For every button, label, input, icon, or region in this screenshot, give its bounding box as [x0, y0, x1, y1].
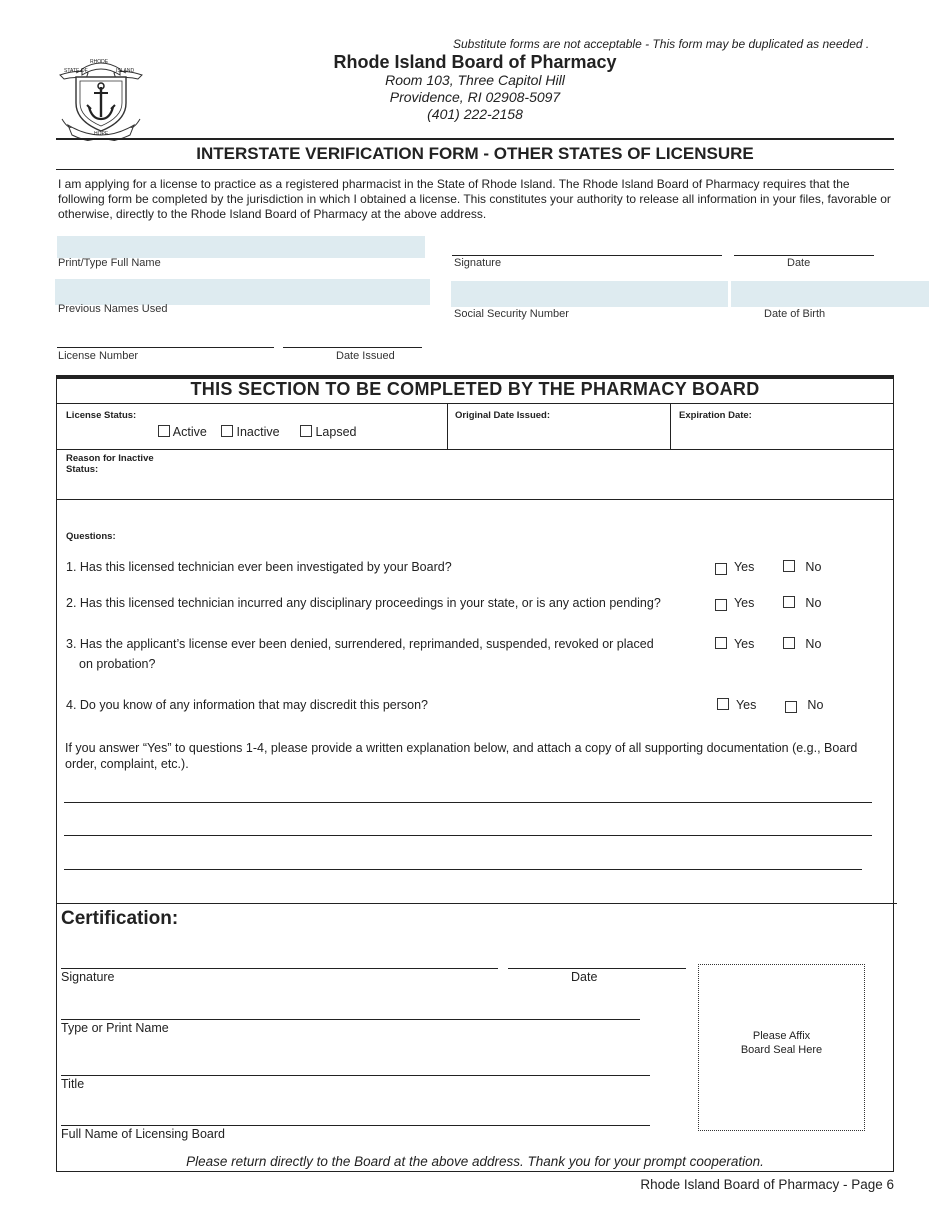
status-inactive-label: Inactive	[236, 425, 280, 439]
status-inactive-option[interactable]	[221, 425, 280, 439]
header-address-block	[300, 52, 650, 123]
reason-row-rule	[57, 499, 893, 500]
question-2: 2. Has this licensed technician incurred any disciplinary proceedings in your state, or is any action pending?	[66, 596, 661, 610]
full-name-field[interactable]	[57, 236, 425, 258]
q3-yes-label: Yes	[733, 637, 755, 651]
license-number-label: License Number	[58, 350, 139, 362]
explanation-instructions: If you answer “Yes” to questions 1-4, please provide a written explanation below, and attach a copy of all supporting documentation (e.g., Board order, complaint, etc.).	[65, 741, 858, 771]
question-1: 1. Has this licensed technician ever been investigated by your Board?	[66, 560, 452, 574]
reason-inactive-label-2: Status:	[66, 464, 99, 475]
applicant-signature-line[interactable]	[452, 255, 722, 256]
q3-no-checkbox[interactable]	[783, 637, 795, 649]
intro-paragraph: I am applying for a license to practice as a registered pharmacist in the State of Rhode Island. The Rhode Island Board of Pharmacy requires that the following form be completed by the jurisdiction in which I obtained a license. This constitutes your authority to release all information in your files, favorable or otherwise, directly to the Rhode Island Board of Pharmacy at the above address.	[58, 177, 891, 221]
return-note: Please return directly to the Board at the above address. Thank you for your prompt cooperation.	[186, 1154, 764, 1169]
board-seal-box	[698, 964, 865, 1131]
certification-heading: Certification:	[61, 908, 179, 929]
cert-signature-label: Signature	[61, 970, 115, 984]
cert-signature-line[interactable]	[61, 968, 498, 969]
state-seal	[58, 55, 144, 141]
status-active-option[interactable]	[158, 425, 207, 439]
seal-text-bottom: HOPE	[94, 131, 109, 137]
ssn-field[interactable]	[451, 281, 728, 307]
q1-yes-label: Yes	[733, 560, 755, 574]
q4-no-label: No	[807, 698, 824, 712]
q4-yes-checkbox[interactable]	[717, 698, 729, 710]
status-row-divider-2	[670, 404, 671, 449]
seal-text-left: STATE OF	[64, 68, 88, 74]
q2-no-label: No	[805, 596, 822, 610]
q1-no-checkbox[interactable]	[783, 560, 795, 572]
form-title: INTERSTATE VERIFICATION FORM - OTHER STATES OF LICENSURE	[196, 144, 754, 163]
cert-title-label: Title	[61, 1077, 85, 1091]
page-footer-label: Rhode Island Board of Pharmacy - Page 6	[640, 1177, 894, 1192]
q2-yes-label: Yes	[733, 596, 755, 610]
seal-box-text-2: Board Seal Here	[740, 1044, 823, 1056]
status-active-label: Active	[172, 425, 207, 439]
applicant-signature-label: Signature	[454, 257, 502, 269]
question-3-line-1: 3. Has the applicant’s license ever been denied, surrendered, reprimanded, suspended, revoked or placed	[66, 637, 654, 651]
cert-board-name-line[interactable]	[61, 1125, 650, 1126]
applicant-date-label: Date	[787, 257, 811, 269]
q1-yes-checkbox[interactable]	[715, 563, 727, 575]
question-4: 4. Do you know of any information that may discredit this person?	[66, 698, 428, 712]
seal-text-top: RHODE	[90, 59, 109, 65]
substitute-note: Substitute forms are not acceptable - This form may be duplicated as needed .	[453, 37, 870, 51]
q2-no-option[interactable]	[783, 596, 821, 610]
cert-date-line[interactable]	[508, 968, 686, 969]
ssn-label: Social Security Number	[454, 308, 569, 320]
q2-yes-checkbox[interactable]	[715, 599, 727, 611]
question-3-line-2: on probation?	[79, 657, 156, 671]
expiration-date-label: Expiration Date:	[679, 410, 752, 421]
dob-label: Date of Birth	[764, 308, 826, 320]
explanation-line-2[interactable]	[64, 835, 872, 836]
reason-inactive-label-1: Reason for Inactive	[66, 453, 154, 464]
explanation-line-3[interactable]	[64, 869, 862, 870]
seal-box-text-1: Please Affix	[752, 1030, 811, 1042]
license-status-label: License Status:	[66, 410, 137, 421]
cert-print-name-line[interactable]	[61, 1019, 640, 1020]
status-lapsed-option[interactable]	[300, 425, 357, 439]
phone-number: (401) 222-2158	[427, 106, 523, 122]
q4-no-option[interactable]	[785, 698, 823, 713]
q3-yes-option[interactable]	[715, 637, 754, 651]
full-name-label: Print/Type Full Name	[58, 257, 161, 269]
status-lapsed-label: Lapsed	[315, 425, 357, 439]
q3-no-option[interactable]	[783, 637, 821, 651]
previous-names-label: Previous Names Used	[58, 303, 168, 315]
board-section-title: THIS SECTION TO BE COMPLETED BY THE PHARMACY BOARD	[190, 379, 760, 399]
title-rule-top	[56, 138, 894, 140]
certification-rule	[57, 903, 897, 904]
date-issued-line[interactable]	[283, 347, 422, 348]
cert-title-line[interactable]	[61, 1075, 650, 1076]
date-issued-label: Date Issued	[336, 350, 395, 362]
q2-yes-option[interactable]	[715, 596, 754, 611]
board-name: Rhode Island Board of Pharmacy	[333, 52, 617, 72]
original-date-label: Original Date Issued:	[455, 410, 551, 421]
q3-yes-checkbox[interactable]	[715, 637, 727, 649]
questions-label: Questions:	[66, 531, 116, 542]
q4-no-checkbox[interactable]	[785, 701, 797, 713]
q4-yes-label: Yes	[735, 698, 757, 712]
q1-no-option[interactable]	[783, 560, 821, 574]
board-title-rule	[57, 403, 893, 404]
cert-board-name-label: Full Name of Licensing Board	[61, 1127, 225, 1141]
applicant-date-line[interactable]	[734, 255, 874, 256]
license-number-line[interactable]	[57, 347, 274, 348]
status-row-rule	[57, 449, 893, 450]
address-line-2: Providence, RI 02908-5097	[389, 89, 561, 105]
address-line-1: Room 103, Three Capitol Hill	[385, 72, 565, 88]
q1-no-label: No	[805, 560, 822, 574]
cert-date-label: Date	[571, 970, 598, 984]
q4-yes-option[interactable]	[717, 698, 756, 712]
status-row-divider-1	[447, 404, 448, 449]
dob-field[interactable]	[731, 281, 929, 307]
explanation-line-1[interactable]	[64, 802, 872, 803]
q3-no-label: No	[805, 637, 822, 651]
q1-yes-option[interactable]	[715, 560, 754, 575]
status-active-checkbox[interactable]	[158, 425, 170, 437]
title-rule-bottom	[56, 169, 894, 170]
previous-names-field[interactable]	[55, 279, 430, 305]
status-inactive-checkbox[interactable]	[221, 425, 233, 437]
cert-print-name-label: Type or Print Name	[61, 1021, 169, 1035]
status-lapsed-checkbox[interactable]	[300, 425, 312, 437]
q2-no-checkbox[interactable]	[783, 596, 795, 608]
seal-text-right: ISLAND	[116, 68, 135, 74]
